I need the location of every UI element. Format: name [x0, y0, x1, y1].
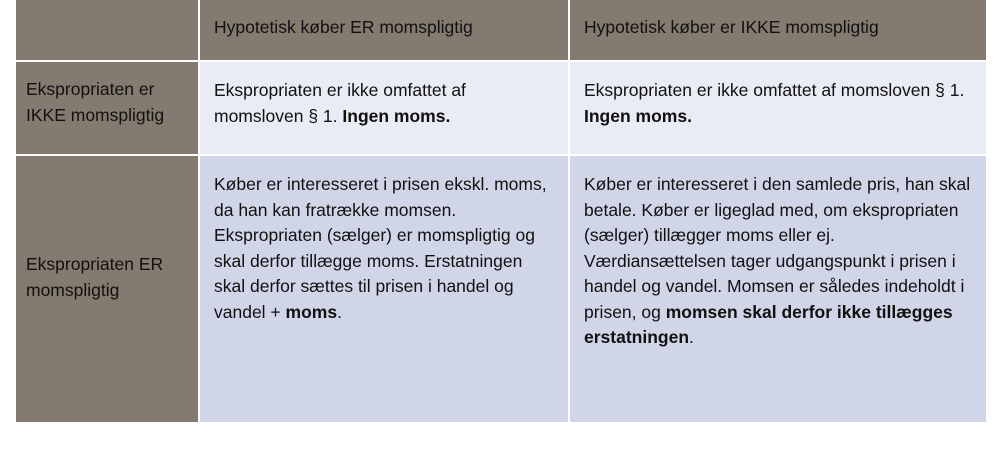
cell-bold-text: Ingen moms.	[342, 105, 451, 126]
column-header-buyer-not-vat-registered	[570, 0, 986, 62]
cell-text: Ekspropriaten er ikke omfattet af momsloven § 1.	[214, 80, 466, 126]
cell-bold-text: Ingen moms.	[584, 105, 692, 126]
cell-end-text: .	[337, 301, 342, 322]
row-header-expropriate-not-vat-registered	[16, 62, 200, 156]
table-cell	[200, 156, 570, 424]
cell-text: Køber er interesseret i prisen ekskl. moms, da han kan fratrække momsen. Ekspropriaten (sælger) er momspligtig og skal derfor tillægge moms. Erstatningen skal derfor sættes til prisen i handel og vandel +	[214, 174, 547, 322]
cell-bold-text: momsen skal derfor ikke tillægges erstatningen	[584, 301, 953, 347]
vat-table	[16, 0, 986, 424]
row-header-expropriate-vat-registered	[16, 156, 200, 424]
row-header-label: Ekspropriaten ER momspligtig	[26, 254, 164, 300]
cell-end-text: .	[689, 327, 694, 347]
table-cell	[200, 62, 570, 156]
cell-text: Køber er interesseret i den samlede pris, han skal betale. Køber er ligeglad med, om ekspropriaten (sælger) tillægger moms eller ej. Værdiansættelsen tager udgangspunkt i prisen i handel og vandel. Momsen er således indeholdt i prisen, og	[584, 174, 971, 322]
table-corner-cell	[16, 0, 200, 62]
column-header-label: Hypotetisk køber ER momspligtig	[214, 17, 473, 37]
cell-bold-text: moms	[285, 301, 338, 322]
row-header-label: Ekspropriaten er IKKE momspligtig	[26, 79, 165, 125]
column-header-label: Hypotetisk køber er IKKE momspligtig	[584, 17, 879, 37]
column-header-buyer-vat-registered	[200, 0, 570, 62]
cell-text: Ekspropriaten er ikke omfattet af momsloven § 1.	[584, 80, 965, 100]
table-cell	[570, 62, 986, 156]
table-cell	[570, 156, 986, 424]
